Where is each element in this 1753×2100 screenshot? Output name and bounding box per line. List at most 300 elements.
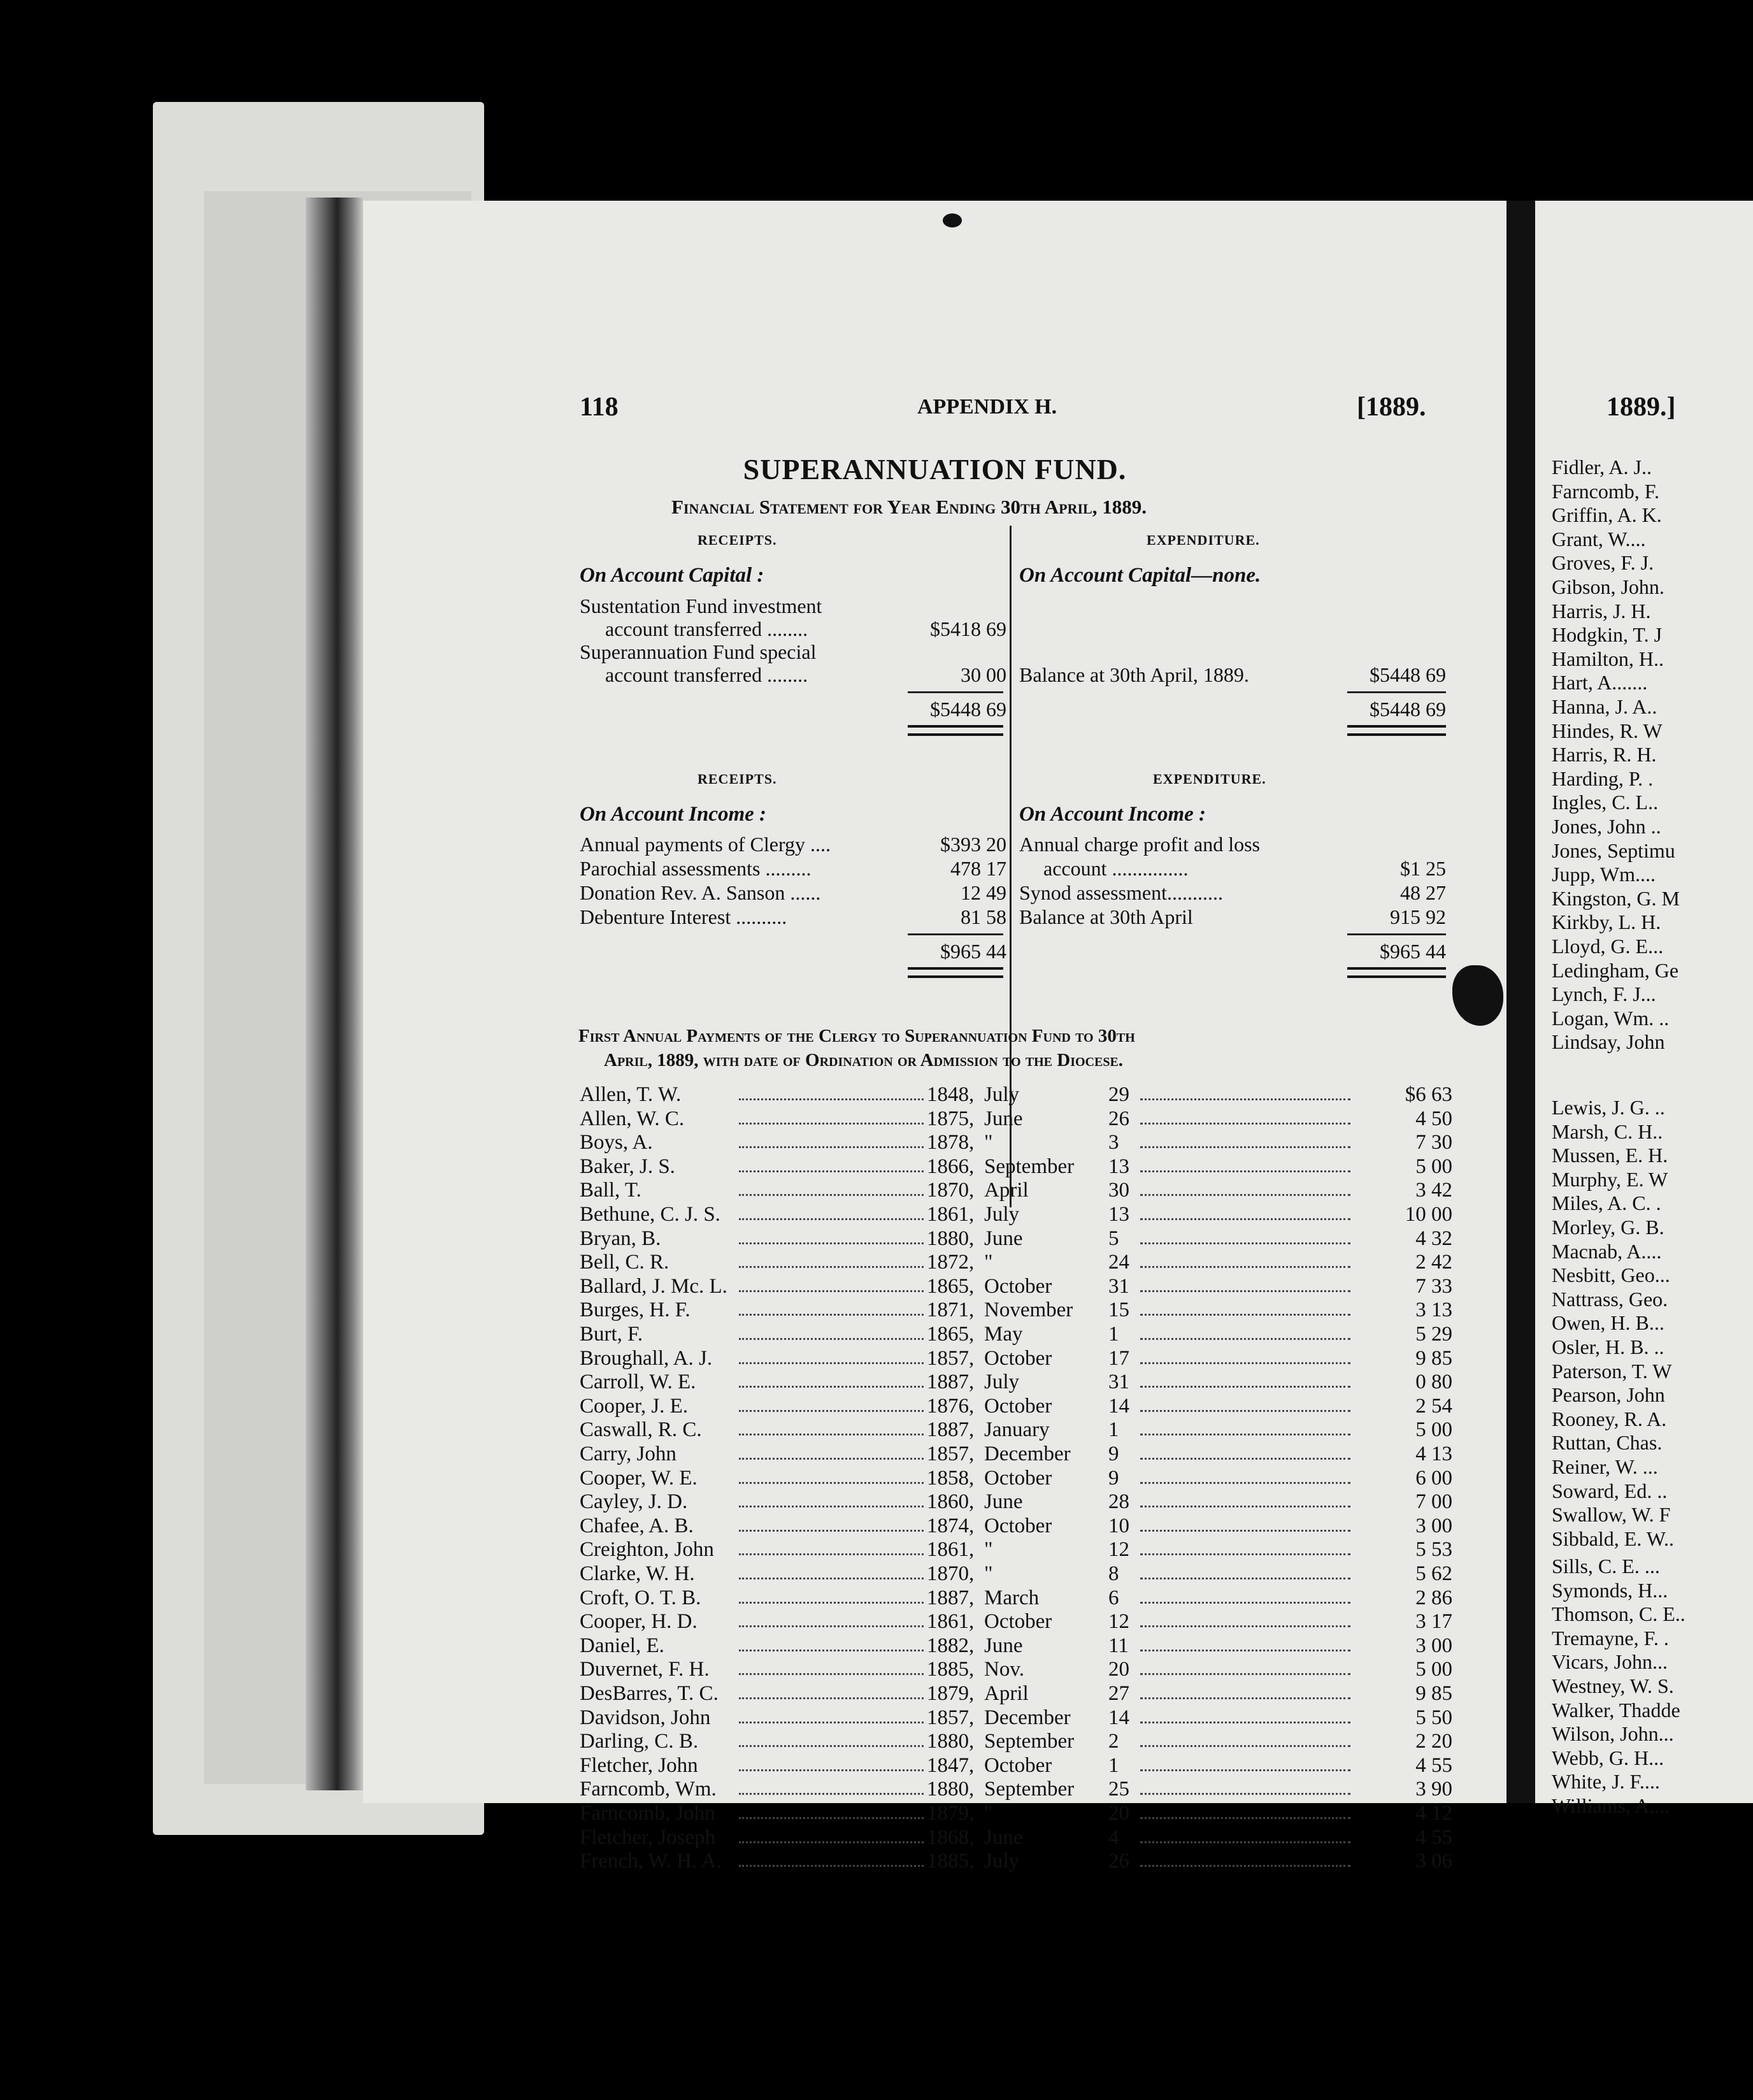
right-page-name: Nattrass, Geo.	[1552, 1287, 1668, 1311]
payment-day: 5	[1108, 1226, 1119, 1250]
payment-month: June	[984, 1825, 1023, 1849]
payment-year: 1885,	[927, 1850, 975, 1873]
payment-month: October	[984, 1610, 1052, 1634]
capital-expenditure-total: $5448 69	[1370, 698, 1446, 721]
right-page-name: Soward, Ed. ..	[1552, 1479, 1668, 1502]
dot-leader	[1140, 1467, 1350, 1484]
payment-day: 26	[1108, 1850, 1129, 1873]
payment-amount: 2 20	[1415, 1730, 1452, 1753]
payment-row	[580, 1442, 1459, 1467]
payment-year: 1860,	[927, 1490, 975, 1514]
right-page-name: Lindsay, John	[1552, 1030, 1665, 1054]
right-page-name: Webb, G. H...	[1552, 1746, 1664, 1769]
income-receipt-label: Annual payments of Clergy ....	[580, 833, 831, 856]
payment-month: October	[984, 1514, 1052, 1537]
payment-row	[580, 1251, 1459, 1275]
payment-row	[580, 1107, 1459, 1132]
dot-leader	[739, 1682, 924, 1699]
payment-month: "	[984, 1562, 993, 1585]
payment-day: 17	[1108, 1346, 1129, 1370]
payment-day: 31	[1108, 1370, 1129, 1394]
payment-row	[580, 1347, 1459, 1371]
capital-item2-line1: Superannuation Fund special	[580, 640, 817, 663]
payment-row	[580, 1538, 1459, 1562]
payment-name: Fletcher, Joseph	[580, 1825, 716, 1849]
dot-leader	[739, 1179, 924, 1196]
payment-row	[580, 1323, 1459, 1347]
payment-row	[580, 1610, 1459, 1634]
payment-row	[580, 1586, 1459, 1611]
payment-row	[580, 1634, 1459, 1658]
payment-name: DesBarres, T. C.	[580, 1682, 719, 1705]
dot-leader	[739, 1778, 924, 1795]
income-expenditure-label: Balance at 30th April	[1019, 905, 1193, 928]
payment-month: May	[984, 1323, 1023, 1346]
payment-row	[580, 1682, 1459, 1706]
income-receipt-amount: 12 49	[961, 881, 1006, 904]
payment-year: 1880,	[927, 1730, 975, 1753]
payment-month: December	[984, 1442, 1071, 1465]
dot-leader	[1140, 1418, 1350, 1435]
payment-amount: 5 53	[1415, 1538, 1452, 1562]
payment-amount: 3 17	[1415, 1610, 1452, 1634]
payment-name: Carry, John	[580, 1442, 676, 1465]
payment-name: Davidson, John	[580, 1706, 711, 1729]
payment-day: 29	[1108, 1083, 1129, 1106]
payment-amount: 2 42	[1415, 1251, 1452, 1274]
payment-name: Fletcher, John	[580, 1753, 698, 1777]
dot-leader	[739, 1227, 924, 1244]
capital-expenditure-rule	[1347, 691, 1446, 693]
payment-year: 1872,	[927, 1251, 975, 1274]
dot-leader	[739, 1395, 924, 1412]
right-page-name: Sills, C. E. ...	[1552, 1555, 1660, 1578]
right-page-name: Symonds, H...	[1552, 1578, 1668, 1602]
payment-day: 1	[1108, 1753, 1119, 1777]
dot-leader	[739, 1203, 924, 1220]
dot-leader	[1140, 1682, 1350, 1699]
dot-leader	[739, 1467, 924, 1484]
payment-month: July	[984, 1083, 1020, 1106]
payment-year: 1874,	[927, 1514, 975, 1537]
capital-balance-label: Balance at 30th April, 1889.	[1019, 663, 1249, 686]
payment-year: 1861,	[927, 1610, 975, 1634]
right-page-name: Marsh, C. H..	[1552, 1119, 1663, 1143]
payment-amount: 3 00	[1415, 1514, 1452, 1537]
dot-leader	[739, 1514, 924, 1532]
payment-name: Carroll, W. E.	[580, 1370, 696, 1394]
right-page-name: Pearson, John	[1552, 1383, 1665, 1407]
payment-year: 1876,	[927, 1394, 975, 1418]
payment-name: Cooper, H. D.	[580, 1610, 698, 1634]
receipts-heading: RECEIPTS.	[698, 532, 777, 548]
dot-leader	[1140, 1203, 1350, 1220]
right-page-name: Grant, W....	[1552, 527, 1646, 550]
payment-row	[580, 1370, 1459, 1395]
payment-row	[580, 1850, 1459, 1874]
payment-day: 9	[1108, 1442, 1119, 1465]
payment-day: 1	[1108, 1323, 1119, 1346]
payment-day: 14	[1108, 1394, 1129, 1418]
payment-year: 1861,	[927, 1203, 975, 1226]
payment-row	[580, 1514, 1459, 1539]
payment-day: 12	[1108, 1610, 1129, 1634]
ink-blot	[943, 213, 962, 227]
payment-month: July	[984, 1203, 1020, 1226]
dot-leader	[1140, 1155, 1350, 1172]
dot-leader	[1140, 1706, 1350, 1723]
dot-leader	[739, 1826, 924, 1843]
dot-leader	[739, 1586, 924, 1604]
payment-day: 11	[1108, 1634, 1129, 1657]
right-page-name: Williams, A....	[1552, 1794, 1670, 1817]
payment-year: 1861,	[927, 1538, 975, 1562]
payment-row	[580, 1083, 1459, 1107]
dot-leader	[1140, 1754, 1350, 1771]
right-page-name: Jones, John ..	[1552, 815, 1661, 838]
payment-row	[580, 1203, 1459, 1227]
payment-amount: 0 80	[1415, 1370, 1452, 1394]
income-expenditure-amount: 915 92	[1390, 905, 1446, 928]
payment-amount: 7 00	[1415, 1490, 1452, 1514]
payment-amount: 9 85	[1415, 1682, 1452, 1705]
payment-day: 4	[1108, 1825, 1119, 1849]
dot-leader	[739, 1802, 924, 1819]
payment-day: 24	[1108, 1251, 1129, 1274]
right-page-name: Thomson, C. E..	[1552, 1602, 1685, 1626]
income-receipt-label: Debenture Interest ..........	[580, 905, 787, 928]
dot-leader	[1140, 1514, 1350, 1532]
payment-year: 1887,	[927, 1370, 975, 1394]
dot-leader	[739, 1634, 924, 1651]
dot-leader	[1140, 1610, 1350, 1627]
payment-name: Bethune, C. J. S.	[580, 1203, 720, 1226]
dot-leader	[1140, 1538, 1350, 1555]
right-page-name: Reiner, W. ...	[1552, 1455, 1658, 1478]
payment-month: "	[984, 1251, 993, 1274]
payment-year: 1875,	[927, 1107, 975, 1130]
payment-row	[580, 1778, 1459, 1802]
payment-name: Cooper, J. E.	[580, 1394, 689, 1418]
right-page-name: Westney, W. S.	[1552, 1674, 1674, 1697]
income-expenditure-amount: 48 27	[1400, 881, 1446, 904]
payment-name: Croft, O. T. B.	[580, 1586, 701, 1609]
income-expenditure-total: $965 44	[1380, 940, 1446, 963]
dot-leader	[739, 1490, 924, 1507]
right-page-year: 1889.]	[1606, 392, 1676, 422]
right-page-name: Harris, J. H.	[1552, 599, 1651, 622]
payment-month: October	[984, 1274, 1052, 1298]
payment-year: 1879,	[927, 1802, 975, 1825]
capital-item2-amount: 30 00	[961, 663, 1006, 686]
payment-row	[580, 1395, 1459, 1419]
payment-day: 1	[1108, 1418, 1119, 1442]
payment-amount: 5 50	[1415, 1706, 1452, 1729]
right-page-name: Hindes, R. W	[1552, 719, 1663, 742]
payment-amount: 4 50	[1415, 1107, 1452, 1130]
right-page	[1535, 201, 1753, 1817]
payment-row	[580, 1658, 1459, 1682]
payment-day: 6	[1108, 1586, 1119, 1609]
dot-leader	[1140, 1227, 1350, 1244]
payment-amount: 3 06	[1415, 1850, 1452, 1873]
payment-month: "	[984, 1802, 993, 1825]
income-receipt-amount: 81 58	[961, 905, 1006, 928]
payment-month: July	[984, 1850, 1020, 1873]
right-page-name: Rooney, R. A.	[1552, 1407, 1667, 1430]
payment-amount: 9 85	[1415, 1346, 1452, 1370]
payment-day: 12	[1108, 1538, 1129, 1562]
capital-item2-line2: account transferred ........	[605, 663, 808, 686]
dot-leader	[1140, 1586, 1350, 1604]
payment-row	[580, 1227, 1459, 1251]
payment-row	[580, 1730, 1459, 1754]
payment-amount: 3 13	[1415, 1298, 1452, 1322]
payment-year: 1880,	[927, 1226, 975, 1250]
page-number: 118	[580, 392, 619, 422]
right-page-name: Walker, Thadde	[1552, 1698, 1680, 1722]
payment-year: 1879,	[927, 1682, 975, 1705]
right-page-name: Tremayne, F. .	[1552, 1626, 1669, 1650]
dot-leader	[1140, 1370, 1350, 1388]
payment-amount: $6 63	[1405, 1083, 1452, 1106]
payments-heading-line2: April, 1889, with date of Ordination or Admission to the Diocese.	[604, 1050, 1124, 1070]
payment-day: 20	[1108, 1802, 1129, 1825]
dot-leader	[1140, 1658, 1350, 1675]
payment-month: September	[984, 1730, 1075, 1753]
right-page-name: Miles, A. C. .	[1552, 1191, 1661, 1215]
payment-name: Bryan, B.	[580, 1226, 661, 1250]
payment-year: 1870,	[927, 1562, 975, 1585]
payment-month: June	[984, 1226, 1023, 1250]
income-expenditure-double-rule	[1347, 967, 1446, 978]
payment-day: 8	[1108, 1562, 1119, 1585]
payment-name: Ballard, J. Mc. L.	[580, 1274, 727, 1298]
payments-heading-line1: First Annual Payments of the Clergy to Superannuation Fund to 30th	[578, 1026, 1135, 1046]
right-page-name: Lewis, J. G. ..	[1552, 1096, 1665, 1119]
payment-month: June	[984, 1107, 1023, 1130]
dot-leader	[1140, 1562, 1350, 1579]
running-head: APPENDIX H.	[917, 395, 1057, 419]
dot-leader	[1140, 1850, 1350, 1867]
right-page-name: Osler, H. B. ..	[1552, 1335, 1664, 1358]
income-receipt-label: Donation Rev. A. Sanson ......	[580, 881, 821, 904]
payment-name: Darling, C. B.	[580, 1730, 699, 1753]
capital-balance-amount: $5448 69	[1370, 663, 1446, 686]
dot-leader	[739, 1347, 924, 1364]
right-page-name: Macnab, A....	[1552, 1239, 1662, 1263]
right-page-name: Sibbald, E. W..	[1552, 1527, 1675, 1550]
payment-month: October	[984, 1753, 1052, 1777]
payment-row	[580, 1179, 1459, 1203]
payment-year: 1878,	[927, 1131, 975, 1154]
dot-leader	[739, 1730, 924, 1747]
dot-leader	[1140, 1730, 1350, 1747]
payment-amount: 4 12	[1415, 1802, 1452, 1825]
payment-year: 1870,	[927, 1179, 975, 1202]
payment-amount: 4 32	[1415, 1226, 1452, 1250]
payment-amount: 4 55	[1415, 1825, 1452, 1849]
payment-name: Clarke, W. H.	[580, 1562, 695, 1585]
payment-month: Nov.	[984, 1658, 1024, 1681]
payment-name: Duvernet, F. H.	[580, 1658, 710, 1681]
income-receipts-total: $965 44	[940, 940, 1006, 963]
payment-day: 20	[1108, 1658, 1129, 1681]
payment-name: Broughall, A. J.	[580, 1346, 713, 1370]
right-page-name: Griffin, A. K.	[1552, 503, 1662, 527]
payment-amount: 6 00	[1415, 1466, 1452, 1490]
dot-leader	[739, 1131, 924, 1148]
dot-leader	[739, 1323, 924, 1340]
payment-month: September	[984, 1778, 1075, 1801]
payment-name: Creighton, John	[580, 1538, 714, 1562]
right-page-name: Paterson, T. W	[1552, 1359, 1672, 1383]
payment-row	[580, 1275, 1459, 1299]
dot-leader	[1140, 1275, 1350, 1292]
right-page-name: Harding, P. .	[1552, 766, 1654, 790]
payment-amount: 5 00	[1415, 1154, 1452, 1178]
right-page-name: Hanna, J. A..	[1552, 695, 1657, 718]
payment-day: 30	[1108, 1179, 1129, 1202]
right-page-name: Swallow, W. F	[1552, 1503, 1671, 1527]
payment-month: October	[984, 1466, 1052, 1490]
dot-leader	[739, 1155, 924, 1172]
payment-day: 25	[1108, 1778, 1129, 1801]
payment-row	[580, 1706, 1459, 1730]
right-page-name: Kirkby, L. H.	[1552, 910, 1661, 934]
payment-name: Burt, F.	[580, 1323, 643, 1346]
payment-year: 1848,	[927, 1083, 975, 1106]
capital-receipts-double-rule	[908, 725, 1003, 736]
payment-name: Ball, T.	[580, 1179, 641, 1202]
dot-leader	[739, 1610, 924, 1627]
income-expenditure-label: account ...............	[1043, 857, 1189, 880]
payment-year: 1847,	[927, 1753, 975, 1777]
payment-year: 1866,	[927, 1154, 975, 1178]
payment-year: 1887,	[927, 1418, 975, 1442]
payment-name: Caswall, R. C.	[580, 1418, 702, 1442]
dot-leader	[739, 1275, 924, 1292]
dot-leader	[1140, 1298, 1350, 1316]
income-expenditure-rule	[1347, 933, 1446, 935]
right-page-name: Lloyd, G. E...	[1552, 935, 1664, 958]
right-page-name: Wilson, John...	[1552, 1722, 1674, 1746]
dot-leader	[739, 1562, 924, 1579]
payment-name: Cooper, W. E.	[580, 1466, 698, 1490]
payment-name: Boys, A.	[580, 1131, 653, 1154]
payment-name: Burges, H. F.	[580, 1298, 690, 1322]
payment-month: "	[984, 1131, 993, 1154]
income-receipts-double-rule	[908, 967, 1003, 978]
dot-leader	[739, 1083, 924, 1100]
right-page-name: Owen, H. B...	[1552, 1311, 1664, 1335]
right-page-name: Ledingham, Ge	[1552, 958, 1679, 982]
dot-leader	[1140, 1083, 1350, 1100]
dot-leader	[1140, 1490, 1350, 1507]
payment-day: 10	[1108, 1514, 1129, 1537]
right-page-name: Logan, Wm. ..	[1552, 1006, 1670, 1030]
right-page-name: Ingles, C. L..	[1552, 791, 1659, 814]
capital-expenditure-section: On Account Capital—none.	[1019, 564, 1261, 587]
payment-amount: 7 30	[1415, 1131, 1452, 1154]
payment-year: 1857,	[927, 1346, 975, 1370]
payment-amount: 4 13	[1415, 1442, 1452, 1465]
payment-year: 1858,	[927, 1466, 975, 1490]
payment-year: 1882,	[927, 1634, 975, 1657]
income-receipt-amount: 478 17	[950, 857, 1006, 880]
right-page-name: Kingston, G. M	[1552, 886, 1680, 910]
page-fold	[1506, 201, 1535, 1803]
dot-leader	[1140, 1778, 1350, 1795]
income-receipts-section: On Account Income :	[580, 803, 767, 826]
payment-name: Cayley, J. D.	[580, 1490, 688, 1514]
payment-amount: 5 29	[1415, 1323, 1452, 1346]
payment-amount: 2 54	[1415, 1394, 1452, 1418]
payment-month: October	[984, 1346, 1052, 1370]
payment-name: French, W. H. A.	[580, 1850, 722, 1873]
dot-leader	[1140, 1347, 1350, 1364]
payment-month: April	[984, 1179, 1029, 1202]
dot-leader	[1140, 1442, 1350, 1460]
income-receipt-amount: $393 20	[940, 833, 1006, 856]
book-gutter	[306, 198, 363, 1790]
right-page-name: Groves, F. J.	[1552, 551, 1654, 575]
dot-leader	[1140, 1179, 1350, 1196]
income-expenditure-section: On Account Income :	[1019, 803, 1206, 826]
payment-month: January	[984, 1418, 1050, 1442]
payment-row	[580, 1298, 1459, 1323]
dot-leader	[1140, 1251, 1350, 1268]
payment-amount: 10 00	[1405, 1203, 1452, 1226]
header-year: [1889.	[1357, 392, 1426, 422]
income-receipts-rule	[908, 933, 1003, 935]
payment-day: 27	[1108, 1682, 1129, 1705]
payment-year: 1887,	[927, 1586, 975, 1609]
payment-row	[580, 1467, 1459, 1491]
income-expenditure-label: Annual charge profit and loss	[1019, 833, 1260, 856]
payment-amount: 3 90	[1415, 1778, 1452, 1801]
payment-year: 1880,	[927, 1778, 975, 1801]
payment-day: 2	[1108, 1730, 1119, 1753]
payment-amount: 5 00	[1415, 1418, 1452, 1442]
expenditure-heading-2: EXPENDITURE.	[1153, 771, 1266, 787]
right-page-name: White, J. F....	[1552, 1770, 1660, 1794]
payment-row	[580, 1802, 1459, 1826]
payment-month: March	[984, 1586, 1040, 1609]
payment-day: 13	[1108, 1154, 1129, 1178]
payment-month: June	[984, 1634, 1023, 1657]
payment-row	[580, 1131, 1459, 1155]
payment-day: 28	[1108, 1490, 1129, 1514]
payment-month: October	[984, 1394, 1052, 1418]
capital-receipts-total: $5448 69	[930, 698, 1006, 721]
statement-subtitle: Financial Statement for Year Ending 30th April, 1889.	[671, 496, 1147, 518]
right-page-name: Nesbitt, Geo...	[1552, 1263, 1670, 1287]
right-page-name: Hamilton, H..	[1552, 647, 1664, 670]
payment-year: 1857,	[927, 1442, 975, 1465]
dot-leader	[739, 1706, 924, 1723]
dot-leader	[739, 1850, 924, 1867]
payment-amount: 5 00	[1415, 1658, 1452, 1681]
payment-day: 3	[1108, 1131, 1119, 1154]
payment-row	[580, 1490, 1459, 1514]
right-page-name: Murphy, E. W	[1552, 1167, 1668, 1191]
payment-row	[580, 1418, 1459, 1442]
right-page-name: Hodgkin, T. J	[1552, 623, 1663, 647]
payment-row	[580, 1155, 1459, 1179]
payment-day: 31	[1108, 1274, 1129, 1298]
dot-leader	[739, 1538, 924, 1555]
